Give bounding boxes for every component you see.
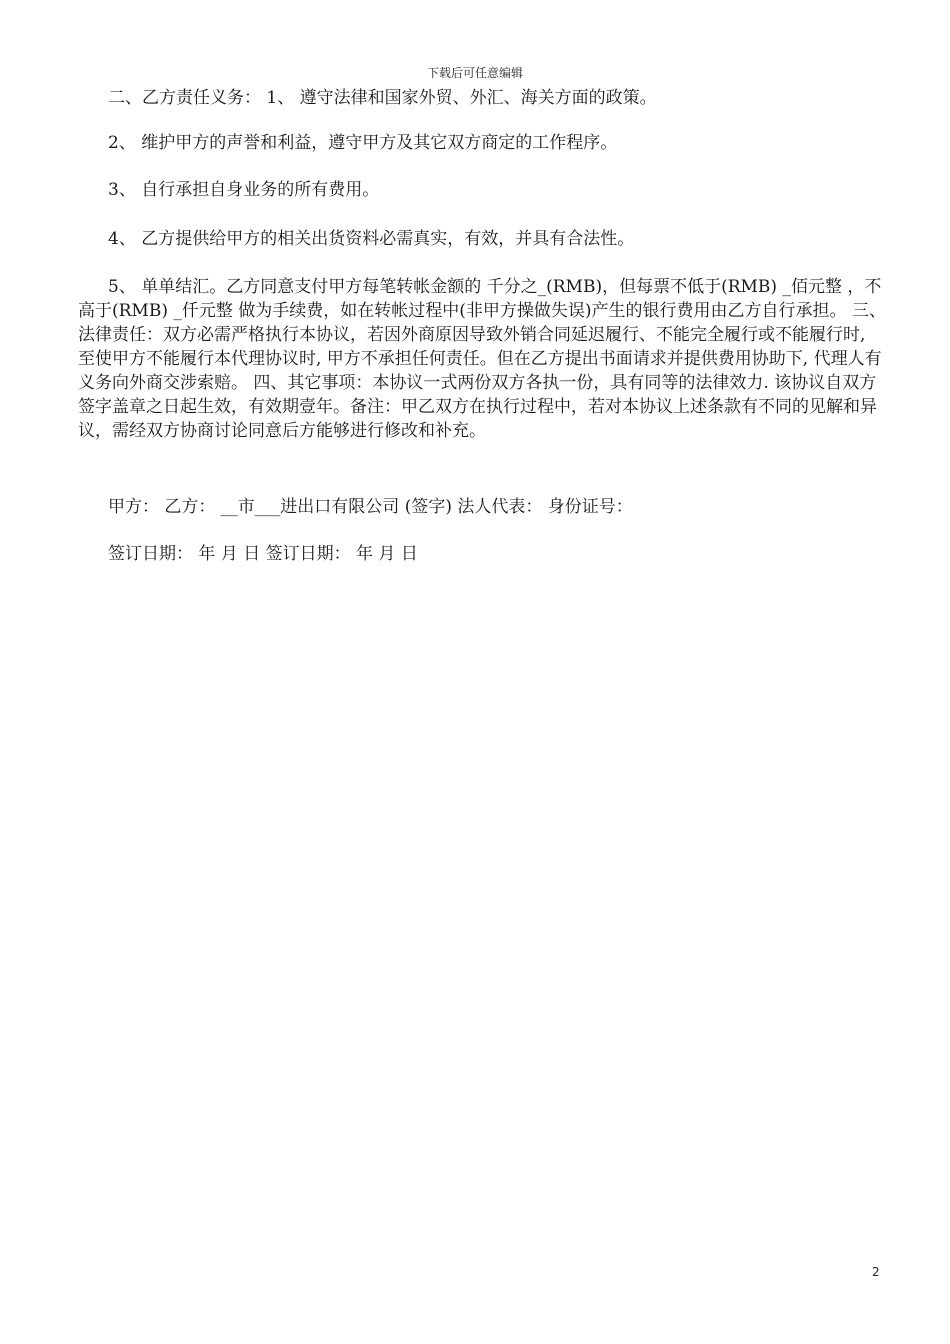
clause-3-expenses: 3、 自行承担自身业务的所有费用。	[108, 180, 380, 200]
signature-dates: 签订日期： 年 月 日 签订日期： 年 月 日	[108, 544, 418, 564]
signature-parties: 甲方： 乙方： __市___进出口有限公司 (签字) 法人代表： 身份证号：	[108, 497, 633, 517]
clause-5-settlement-and-legal: 5、 单单结汇。乙方同意支付甲方每笔转帐金额的 千分之_(RMB)，但每票不低于(RMB) _佰元整 ，不高于(RMB) _仟元整 做为手续费，如在转帐过程中(非甲方操做失误)产生的银行费用由乙方自行承担。 三、法律责任：双方必需严格执行本协议，若因外商原因导致外销合同延迟履行、不能完全履行或不能履行时, 至使甲方不能履行本代理协议时, 甲方不承担任何责任。但在乙方提出书面请求并提供费用协助下, 代理人有义务向外商交涉索赔。 四、其它事项：本协议一式两份双方各执一份，具有同等的法律效力. 该协议自双方签字盖章之日起生效，有效期壹年。备注：甲乙双方在执行过程中，若对本协议上述条款有不同的见解和异议，需经双方协商讨论同意后方能够进行修改和补充。	[78, 277, 886, 441]
clause-4-shipping-documents: 4、 乙方提供给甲方的相关出货资料必需真实，有效，并具有合法性。	[108, 229, 635, 249]
page-number: 2	[872, 1265, 880, 1279]
header-note: 下载后可任意编辑	[426, 66, 523, 80]
clause-2-reputation: 2、 维护甲方的声誉和利益，遵守甲方及其它双方商定的工作程序。	[108, 133, 618, 153]
clause-party-b-duties: 二、乙方责任义务： 1、 遵守法律和国家外贸、外汇、海关方面的政策。	[108, 88, 657, 108]
